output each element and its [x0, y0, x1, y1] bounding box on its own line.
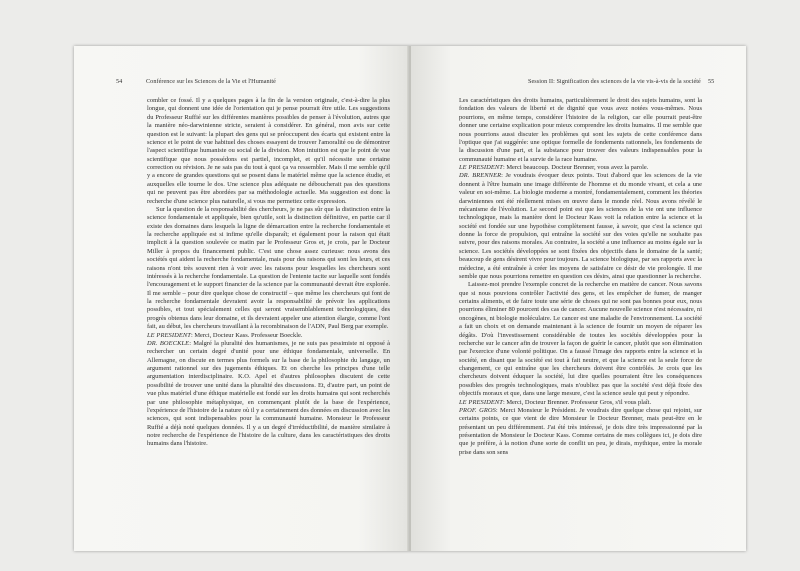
speaker-name: DR. BRENNER	[459, 172, 502, 180]
paragraph	[147, 332, 390, 340]
paragraph-text: : Malgré la pluralité des humanismes, je ne suis pas pessimiste ni opposé à rechercher un certain degré d'unité pour une éthique fondamentale, universelle. En Allemagne, on discute en termes plus formels sur la base de la philosophie du langage, un argument rationnel sur des jugements éthiques. Et on cherche les principes d'une telle argumentation interdisciplinaire. K.O. Apel et d'autres philosophes discutent de cette possibilité de trouver une unité dans la pluralité des discussions. Et, d'autre part, un point de vue plus matériel d'une éthique matérielle est fondé sur les droits humains qui sont recherchés par une philosophie métaphysique, en commençant plutôt de la base de l'expérience, l'expérience de l'histoire de la nature où il y a certainement des données en discussion avec les sciences, qui sont indispensables pour la communauté humaine. Monsieur le Professeur Ruffié a déjà noté quelques données. Il y a un degré d'irréductibilité, de manière similaire à notre recherche de l'expérience de l'histoire de la culture, dans les caractéristiques des droits humains dans l'histoire.	[147, 339, 391, 448]
paragraph-text: : Je voudrais évoquer deux points. Tout d'abord que les sciences de la vie donnent à l'être humain une image différente de l'homme et du monde vivant, et cela a une valeur en soi-même. La biologie moderne a montré, fondamentalement, comment les théories darwiniennes ont été réellement mises en œuvre dans le monde réel. Nous avons révélé le mécanisme de l'évolution. Le second point est que les sciences de la vie ont une influence technologique, mais la manière dont le Docteur Kass voit la relation entre la science et la société est fondée sur une hypothèse complètement fausse, à savoir, que c'est la science qui donne la force de propulsion, qui entraîne la société sur des voies qu'elle ne souhaite pas suivre, pour des raisons morales. Au contraire, la société a une influence au moins égale sur la science. Les sociétés développées se sont fixées des objectifs dans le domaine de la santé; beaucoup de gens désirent vivre pour toujours. La science biologique, par ses rapports avec la médecine, a été entraînée à créer les moyens de satisfaire ce désir de vie prolongée. Il me semble que nous pourrions remettre en question ces désirs, ainsi que questionner la recherche.	[459, 172, 702, 280]
left-page-body	[147, 97, 390, 449]
paragraph-text: : Merci beaucoup. Docteur Brenner, vous avez la parole.	[502, 164, 649, 171]
paragraph-text: combler ce fossé. Il y a quelques pages à la fin de la version originale, c'est-à-dire la plus longue, qui donnent une idée de l'orientation qui je pense pourrait être utile. Les suggestions du Professeur Ruffié sur les différentes manières possibles de penser à l'évolution, autres que la manière néo-darwinienne stricte, seraient à considérer. En général, mon avis sur cette question est le suivant: la plupart des gens qui se préoccupent des écarts qui existent entre la science et le point de vue habituel des choses essayent de trouver l'amoralité ou de démontrer l'aspect scientifique humaniste ou social de la division. Mon intuition est que le point de vue scientifique que nous possédons est partiel, incomplet, et qu'il nécessite une certaine correction ou révision. Je ne sais pas du tout à quoi ça va ressembler. Mais il me semble qu'il y a encore de grandes questions qui se posent dans le matériel même que la science étudie, et auxquelles elle tourne le dos. Une science plus adéquate ne déboucherait pas des questions qui ne peuvent pas être abordées par sa méthodologie actuelle. Ma suggestion est donc la recherche d'une science plus naturelle, si vous me permettez cette expression.	[147, 97, 390, 205]
paragraph	[459, 97, 702, 164]
left-page-number: 54	[116, 78, 123, 85]
right-page	[411, 46, 746, 551]
speaker-name: LE PRESIDENT	[459, 398, 503, 406]
right-running-head: Session II: Signification des sciences de la vie vis-à-vis de la société	[528, 78, 701, 85]
left-running-head: Conférence sur les Sciences de la Vie et l'Humanité	[146, 78, 276, 85]
open-book	[74, 46, 746, 551]
paragraph	[459, 399, 702, 407]
paragraph-text: : Merci, Docteur Kass. Professeur Boeckle.	[190, 331, 303, 339]
left-page	[74, 46, 409, 551]
paragraph	[459, 281, 702, 398]
paragraph-text: Laissez-moi prendre l'exemple concret de la recherche en matière de cancer. Nous savons que si nous pouvions contrôler l'activité des gens, et les empêcher de fumer, de manger certains aliments, et de faire toute une série de choses qui ne sont pas bonnes pour eux, nous pourrions éliminer 80 pourcent des cas de cancer. Aucune nouvelle science n'est nécessaire, ni oncogènes, ni biologie moléculaire. Le cancer est une maladie de l'environnement. La société a fait un choix et on demande maintenant à la science de fournir un moyen de réparer les dégâts. D'où l'investissement considérable de toutes les sociétés développées pour la recherche sur le cancer afin de trouver la façon de guérir le cancer, plutôt que son élimination par l'exercice d'une volonté politique. On a faussé l'image des rapports entre la science et la société, en disant que la société est tout à fait neutre, et que la science est la seule force de changement, ce qui entraîne que les chercheurs doivent être contrôlés. Je crois que les chercheurs doivent éduquer la société, lui dire quelles pourraient être les conséquences possibles des progrès technologiques, mais n'oubliez pas que la société s'est déjà fixée des objectifs moraux et que, dans une large mesure, c'est la science seule qui peut y répondre.	[459, 281, 702, 398]
paragraph	[459, 407, 702, 457]
paragraph-text: Les caractéristiques des droits humains, particulièrement le droit des sujets humains, sont la fondation des valeurs de liberté et de dignité que vous avez notées vous-mêmes. Nous pourrions, en même temps, considérer l'histoire de la religion, car elle pourrait peut-être donner une certaine explication pour mieux comprendre les droits humains. Il me semble que nous pourrions aussi discuter les problèmes qui sont les sujets de cette conférence dans l'optique que j'ai suggérée: une optique formelle de fondements rationnels, les fondements de la discussion d'une part, et la substance pour trouver des valeurs indispensables pour la communauté humaine et la survie de la race humaine.	[459, 97, 702, 163]
right-page-body	[459, 97, 702, 457]
right-page-number: 55	[708, 78, 715, 85]
speaker-name: LE PRESIDENT	[147, 331, 191, 339]
paragraph	[147, 206, 390, 332]
paragraph	[147, 97, 390, 206]
speaker-name: PROF. GROS	[459, 406, 496, 414]
paragraph	[147, 340, 390, 449]
paragraph-text: : Merci Monsieur le Président. Je voudrais dire quelque chose qui rejoint, sur certains points, ce que vient de dire Monsieur le Docteur Brenner, mais peut-être en le présentant un peu différemment. J'ai été très intéressé, je dois dire très impressionné par la présentation de Monsieur le Docteur Kass. Comme certains de mes collègues ici, je dois dire que je préfère, à la notion d'une sorte de conflit un peu, je dirais, mythique, entre la morale prise dans son sens	[459, 406, 702, 456]
paragraph	[459, 164, 702, 172]
speaker-name: DR. BOECKLE	[147, 339, 190, 347]
paragraph	[459, 172, 702, 281]
speaker-name: LE PRESIDENT	[459, 164, 503, 171]
paragraph-text: : Merci, Docteur Brenner. Professeur Gros, s'il vous plaît.	[502, 398, 652, 406]
paragraph-text: Sur la question de la responsabilité des chercheurs, je ne pas sûr que la distinction entre la science fondamentale et appliquée, bien qu'utile, soit la distinction définitive, en partie car il existe des domaines dans lesquels la ligne de démarcation entre la recherche fondamentale et la recherche appliquée est si infime qu'elle disparaît; et également pour la raison qui était implicit à la question soulevée ce matin par le Professeur Gros et, je crois, par le Docteur Miller à propos du financement public. C'est une chose assez curieuse: nous avons des sociétés qui aident la recherche fondamentale, mais pour des raisons qui sont les leurs, et ces raisons n'ont très souvent rien à voir avec les raisons pour lesquelles les chercheurs sont intéressés à la recherche fondamentale. La question de l'entente tacite sur laquelle sont fondés l'encouragement et le support financier de la science par la communauté devrait être explorée. Il me semble – pour dire quelque chose de constructif – que même les chercheurs qui font de la recherche fondamentale devraient avoir la responsabilité de prévoir les applications possibles, et tout spécialement celles qui seront vraisemblablement technologiques, des progrès obtenus dans leur domaine, et ils devraient appeler une attention élargie, comme l'ont fait, au début, les chercheurs travaillant à la recombinaison de l'ADN, Paul Berg par exemple.	[147, 205, 390, 331]
